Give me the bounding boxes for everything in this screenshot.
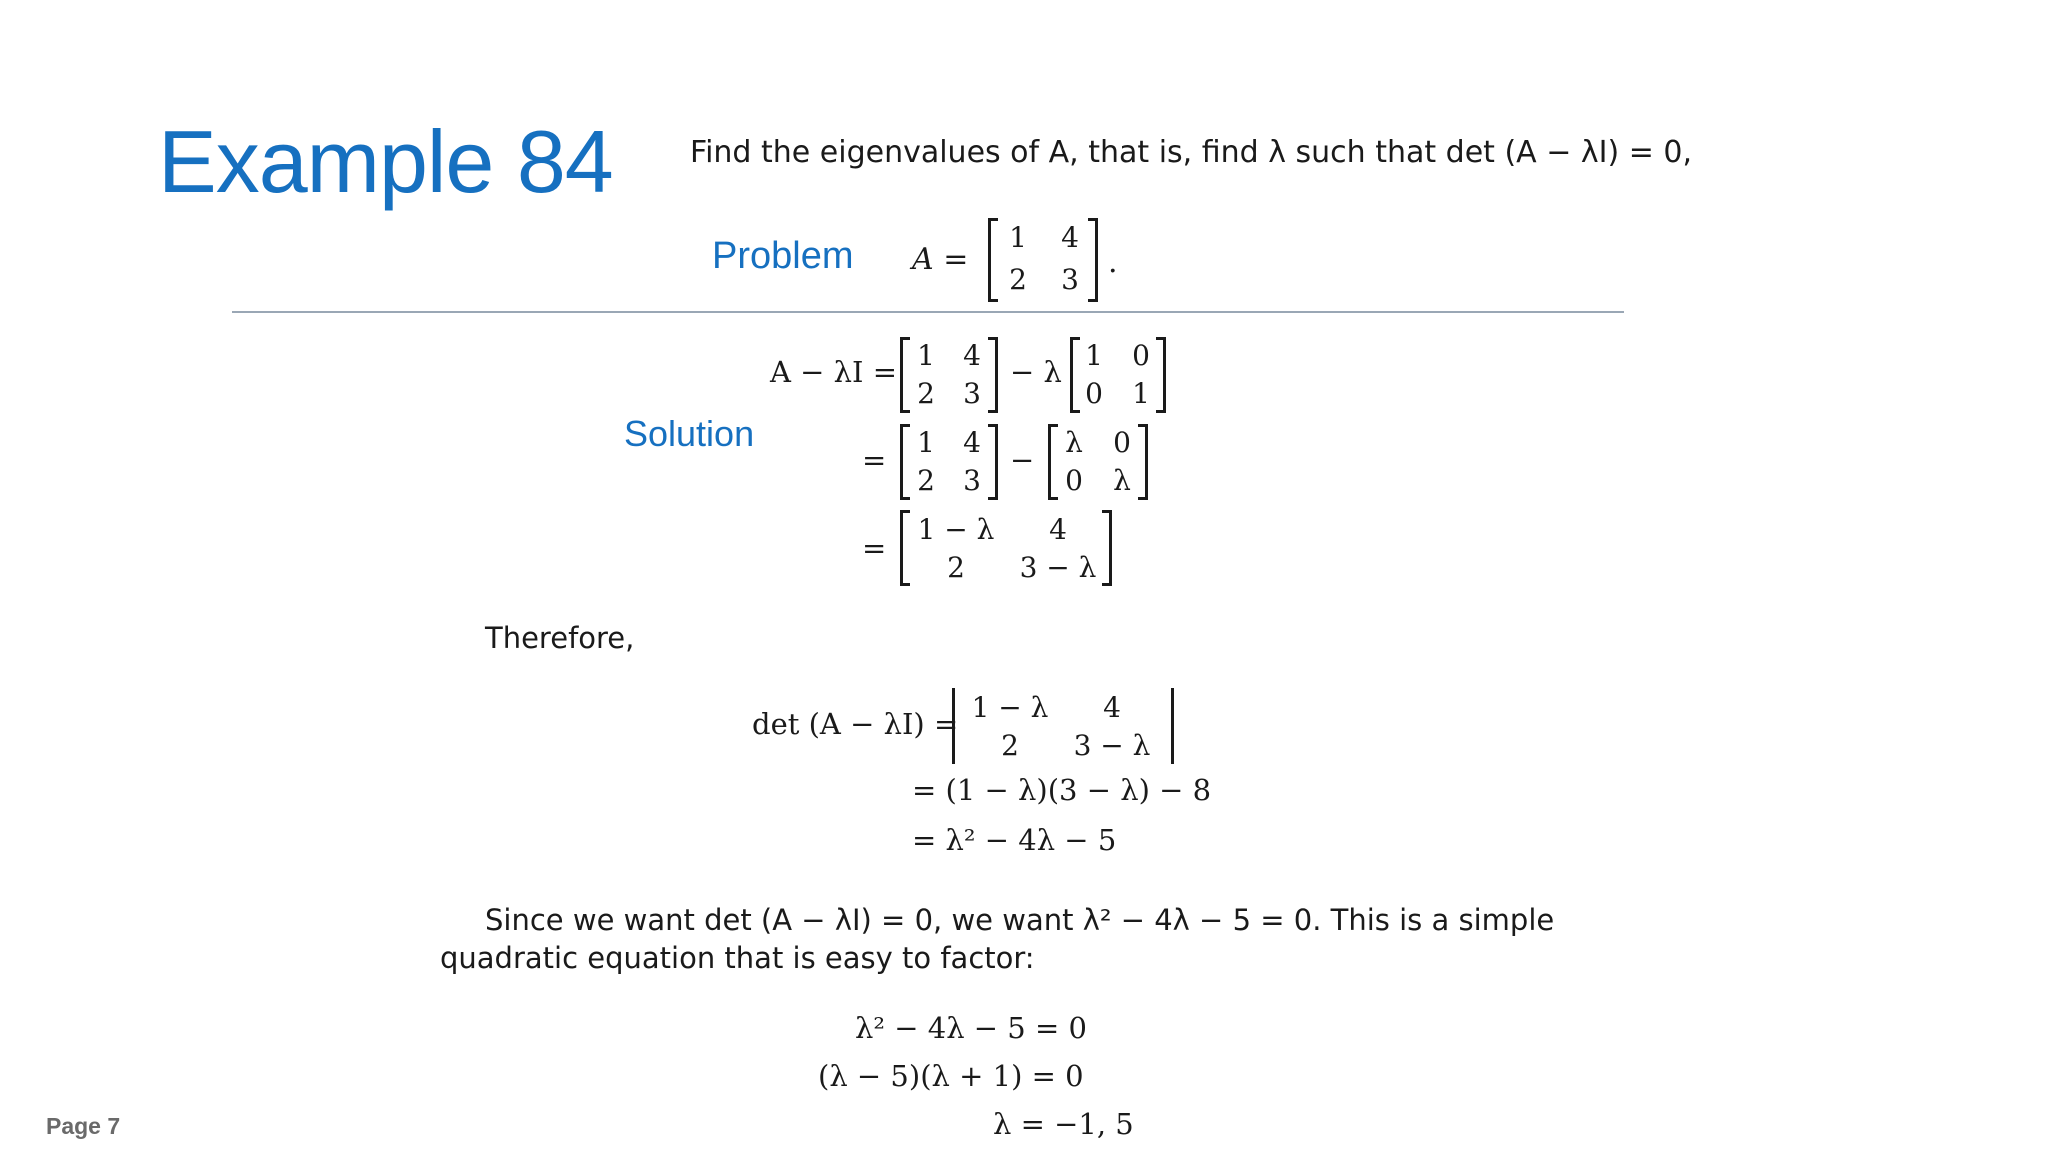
matrix-cell: 3	[963, 464, 981, 497]
matrix-cell: λ	[1113, 464, 1131, 497]
section-divider	[232, 311, 1624, 313]
solution-line2-op: −	[1010, 443, 1035, 477]
matrix-cell: 3 − λ	[1073, 729, 1151, 762]
matrix-cell: 1	[1085, 339, 1103, 372]
matrix-cell: 4	[963, 339, 981, 372]
matrix-cell: 1	[917, 339, 935, 372]
det-line2: = (1 − λ)(3 − λ) − 8	[912, 773, 1212, 807]
matrix-cell: 0	[1065, 464, 1083, 497]
equation-3: λ = −1, 5	[993, 1107, 1134, 1141]
equation-2: (λ − 5)(λ + 1) = 0	[818, 1059, 1084, 1093]
matrix-cell: 1	[917, 426, 935, 459]
matrix-cell: 2	[1001, 729, 1019, 762]
det-line3: = λ² − 4λ − 5	[912, 823, 1117, 857]
matrix-cell: 1 − λ	[917, 513, 995, 546]
problem-label: Problem	[712, 235, 854, 277]
matrix-cell: 4	[963, 426, 981, 459]
problem-statement: Find the eigenvalues of A, that is, find λ such that det (A − λI) = 0,	[690, 135, 1693, 170]
problem-period: .	[1108, 245, 1118, 280]
solution-line2-matrix-b	[1048, 424, 1148, 500]
problem-matrix-lhs: A =	[912, 242, 969, 277]
page-number: Page 7	[46, 1113, 121, 1139]
matrix-cell: 0	[1132, 339, 1150, 372]
paragraph-line2: quadratic equation that is easy to factor:	[440, 941, 1035, 975]
solution-line1-matrix-a	[900, 337, 998, 413]
problem-matrix	[988, 218, 1098, 302]
matrix-cell: 3	[1061, 263, 1079, 296]
matrix-cell: 2	[917, 377, 935, 410]
matrix-cell: 2	[947, 551, 965, 584]
det-lhs: det (A − λI) =	[752, 707, 959, 741]
solution-line2-eq: =	[862, 443, 887, 477]
matrix-cell: 1	[1132, 377, 1150, 410]
solution-label: Solution	[624, 413, 755, 454]
det-matrix	[952, 688, 1174, 764]
matrix-cell: 0	[1085, 377, 1103, 410]
matrix-cell: 1	[1009, 221, 1027, 254]
matrix-cell: 3	[963, 377, 981, 410]
matrix-cell: 4	[1061, 221, 1079, 254]
matrix-cell: 1 − λ	[971, 691, 1049, 724]
matrix-cell: 3 − λ	[1019, 551, 1097, 584]
equation-1: λ² − 4λ − 5 = 0	[855, 1011, 1087, 1045]
matrix-cell: 0	[1113, 426, 1131, 459]
solution-line2-matrix-a	[900, 424, 998, 500]
matrix-cell: 2	[1009, 263, 1027, 296]
matrix-cell: 4	[1103, 691, 1121, 724]
paragraph-line1: Since we want det (A − λI) = 0, we want λ² − 4λ − 5 = 0. This is a simple	[485, 903, 1555, 937]
matrix-cell: λ	[1065, 426, 1083, 459]
solution-line3-matrix	[900, 510, 1112, 586]
therefore-text: Therefore,	[485, 621, 635, 655]
solution-line1-matrix-b	[1070, 337, 1166, 413]
matrix-cell: 4	[1049, 513, 1067, 546]
solution-line3-eq: =	[862, 531, 887, 565]
solution-line1-lhs: A − λI =	[770, 355, 898, 389]
matrix-cell: 2	[917, 464, 935, 497]
solution-line1-op: − λ	[1010, 355, 1062, 389]
slide-title: Example 84	[158, 112, 613, 211]
